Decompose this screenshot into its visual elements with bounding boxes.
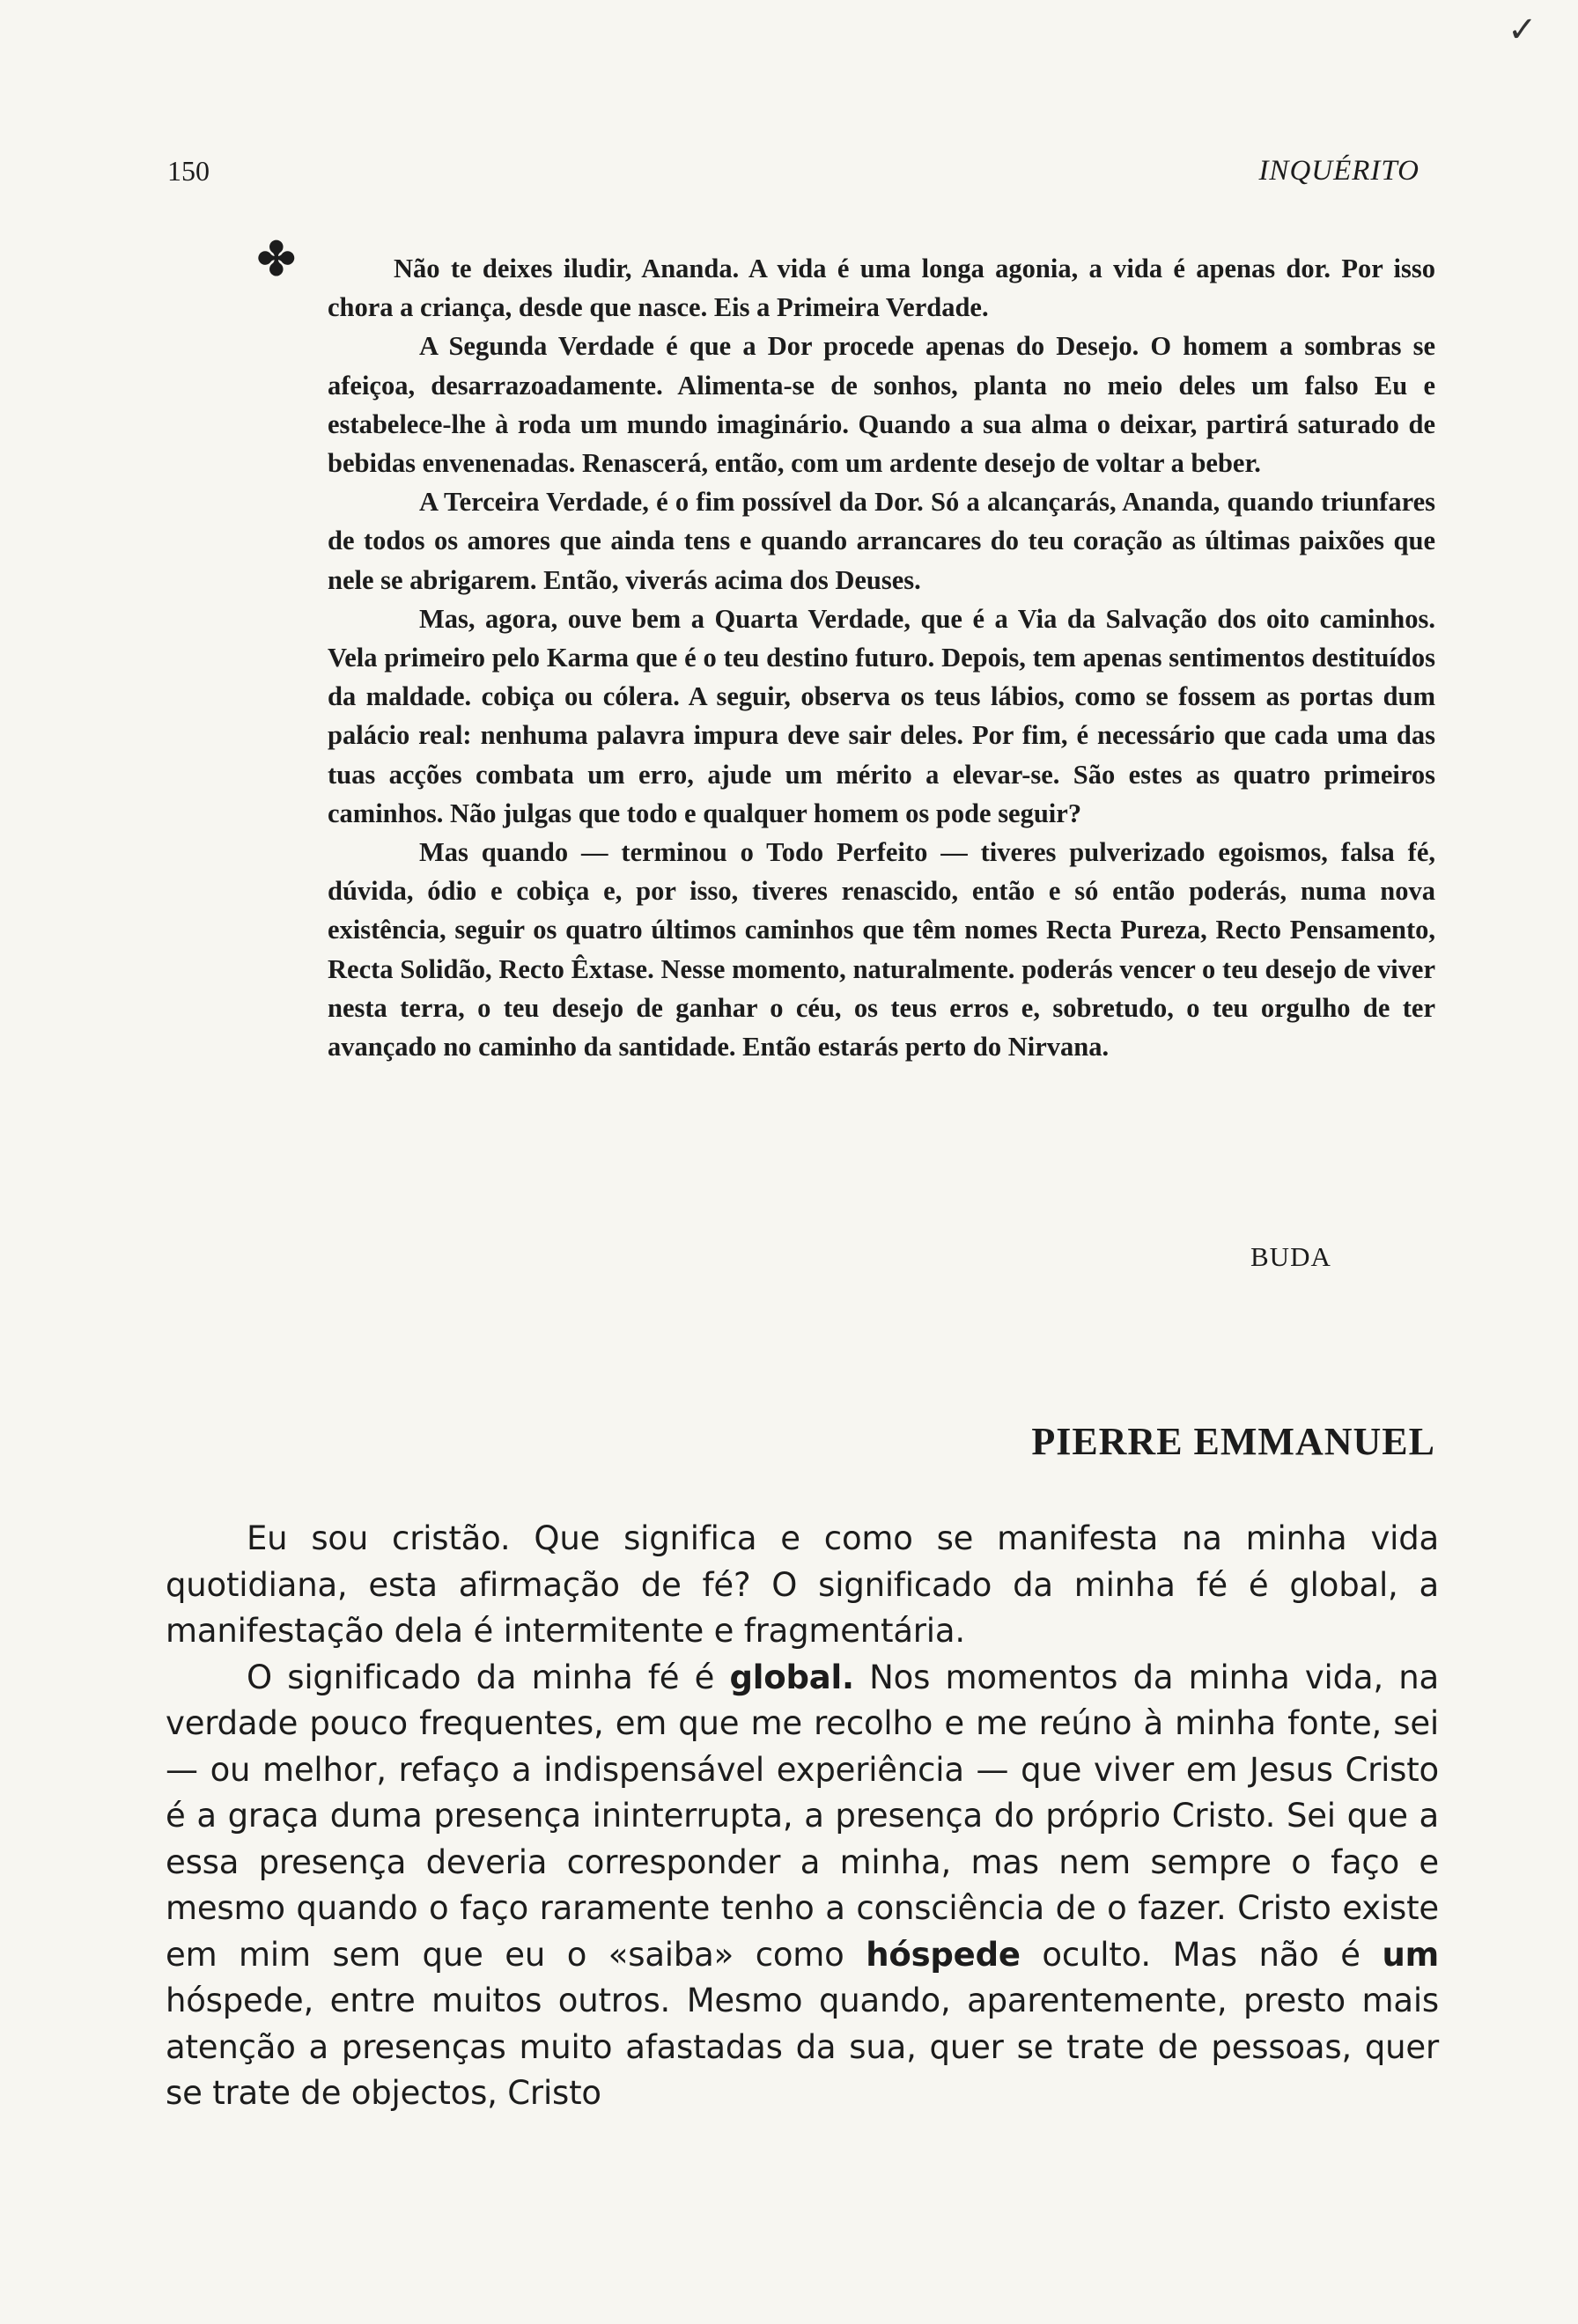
buddha-quote <box>328 249 1435 1066</box>
essay-text: oculto. Mas não é <box>1020 1935 1383 1974</box>
check-mark-icon: ✓ <box>1508 10 1537 49</box>
quote-paragraph: A Terceira Verdade, é o fim possível da Dor. Só a alcançarás, Ananda, quando triunfares de todos os amores que ainda tens e quando arrancares do teu coração as últimas paixões que nele se abrigarem. Então, viverás acima dos Deuses. <box>328 487 1435 595</box>
essay-paragraph <box>166 1655 1439 2117</box>
section-title: PIERRE EMMANUEL <box>1031 1420 1435 1463</box>
emphasis-hospede: hóspede <box>866 1935 1021 1974</box>
essay-paragraph: Eu sou cristão. Que significa e como se manifesta na minha vida quotidiana, esta afirmação de fé? O significado da minha fé é global, a manifestação dela é intermitente e fragmentária. <box>166 1519 1439 1650</box>
clover-icon: ✤ <box>257 235 296 285</box>
quote-paragraph: Mas, agora, ouve bem a Quarta Verdade, que é a Via da Salvação dos oito caminhos. Vela primeiro pelo Karma que é o teu destino futuro. Depois, tem apenas sentimentos destituídos da maldade. cobiça ou cólera. A seguir, observa os teus lábios, como se fossem as portas dum palácio real: nenhuma palavra impura deve sair deles. Por fim, é necessário que cada uma das tuas acções combata um erro, ajude um mérito a elevar-se. São estes as quatro primeiros caminhos. Não julgas que todo e qualquer homem os pode seguir? <box>328 603 1435 828</box>
quote-paragraph: A Segunda Verdade é que a Dor procede apenas do Desejo. O homem a sombras se afeiçoa, desarrazoadamente. Alimenta-se de sonhos, planta no meio deles um falso Eu e estabelece-lhe à roda um mundo imaginário. Quando a sua alma o deixar, partirá saturado de bebidas envenenadas. Renascerá, então, com um ardente desejo de voltar a beber. <box>328 331 1435 479</box>
quote-paragraph: Mas quando — terminou o Todo Perfeito — tiveres pulverizado egoismos, falsa fé, dúvida, ódio e cobiça e, por isso, tiveres renascido, então e só então poderás, numa nova existência, seguir os quatro últimos caminhos que têm nomes Recta Pureza, Recto Pensamento, Recta Solidão, Recto Êxtase. Nesse momento, naturalmente. poderás vencer o teu desejo de viver nesta terra, o teu desejo de ganhar o céu, os teus erros e, sobretudo, o teu orgulho de ter avançado no caminho da santidade. Então estarás perto do Nirvana. <box>328 837 1435 1063</box>
quote-paragraph: Não te deixes iludir, Ananda. A vida é uma longa agonia, a vida é apenas dor. Por isso chora a criança, desde que nasce. Eis a Primeira Verdade. <box>328 254 1435 323</box>
page-number: 150 <box>167 155 210 187</box>
essay-text: Nos momentos da minha vida, na verdade pouco frequentes, em que me recolho e me reúno à minha fonte, sei — ou melhor, refaço a indispensável experiência — que viver em Jesus Cristo é a graça duma presença ininterrupta, a presença do próprio Cristo. Sei que a essa presença deveria corresponder a minha, mas nem sempre o faço e mesmo quando o faço raramente tenho a consciência de o fazer. Cristo existe em mim sem que eu o «saiba» como <box>166 1658 1439 1974</box>
emphasis-global: global. <box>729 1658 854 1696</box>
emphasis-um: um <box>1382 1935 1440 1974</box>
essay-text: hóspede, entre muitos outros. Mesmo quando, aparentemente, presto mais atenção a presenças muito afastadas da sua, quer se trate de pessoas, quer se trate de objectos, Cristo <box>166 1982 1439 2112</box>
essay-body <box>166 1516 1439 2117</box>
essay-text: O significado da minha fé é <box>247 1658 730 1696</box>
page-header <box>167 155 1419 199</box>
running-title: INQUÉRITO <box>1258 155 1419 187</box>
quote-author: BUDA <box>1250 1241 1331 1272</box>
